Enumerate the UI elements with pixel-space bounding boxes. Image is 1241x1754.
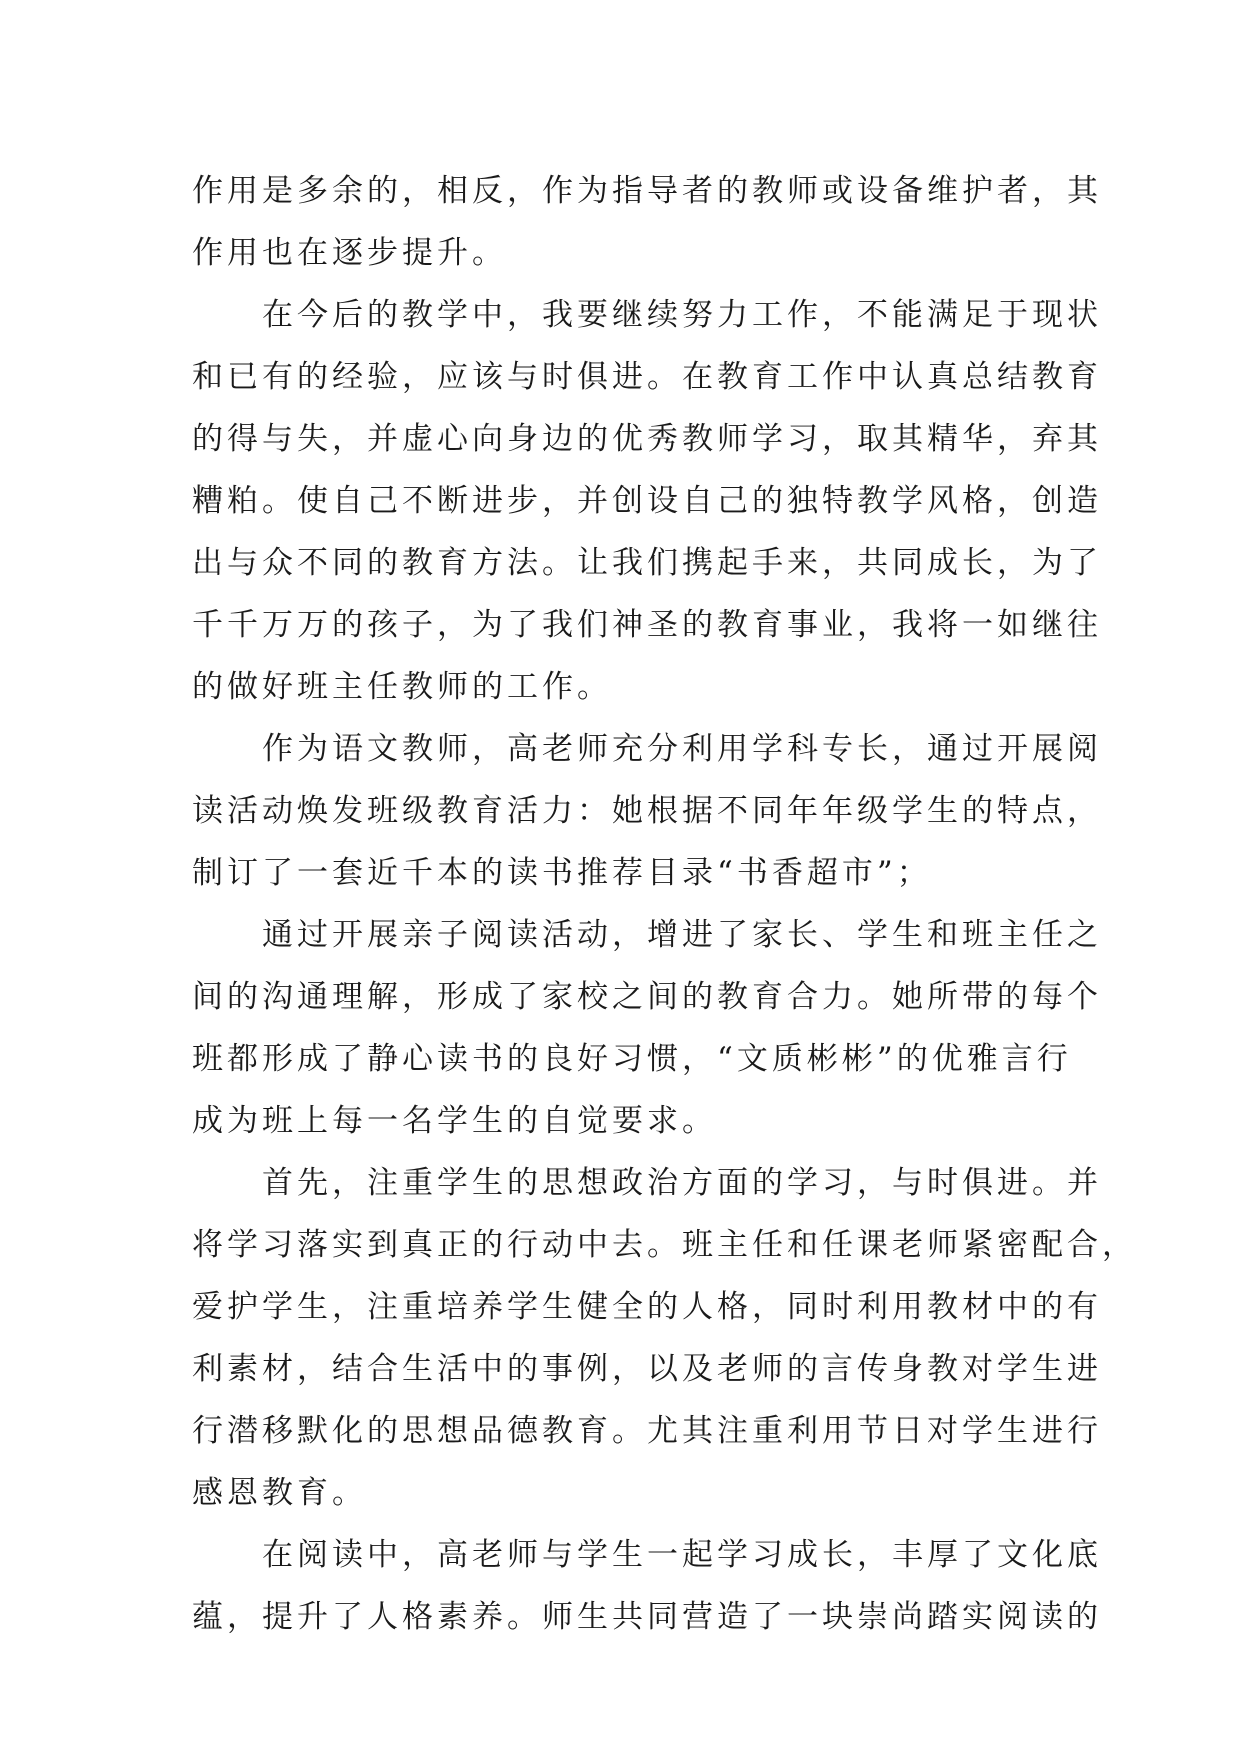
text-line: 感恩教育。 — [192, 1475, 367, 1511]
body-text — [192, 160, 1137, 1648]
text-line: 蕴，提升了人格素养。师生共同营造了一块崇尚踏实阅读的 — [192, 1599, 1102, 1635]
text-line: 制订了一套近千本的读书推荐目录“书香超市”； — [192, 855, 932, 891]
text-line: 作用也在逐步提升。 — [192, 235, 507, 271]
text-line: 作用是多余的，相反，作为指导者的教师或设备维护者，其 — [192, 173, 1102, 209]
text-line: 糟粕。使自己不断进步，并创设自己的独特教学风格，创造 — [192, 483, 1102, 519]
paragraph-start-line: 通过开展亲子阅读活动，增进了家长、学生和班主任之 — [262, 917, 1102, 953]
text-line: 行潜移默化的思想品德教育。尤其注重利用节日对学生进行 — [192, 1413, 1102, 1449]
paragraph-start-line: 首先，注重学生的思想政治方面的学习，与时俱进。并 — [262, 1165, 1102, 1201]
text-line: 出与众不同的教育方法。让我们携起手来，共同成长，为了 — [192, 545, 1102, 581]
paragraph-start-line: 在阅读中，高老师与学生一起学习成长，丰厚了文化底 — [262, 1537, 1102, 1573]
text-line: 成为班上每一名学生的自觉要求。 — [192, 1103, 717, 1139]
text-line: 的得与失，并虚心向身边的优秀教师学习，取其精华，弃其 — [192, 421, 1102, 457]
text-line: 间的沟通理解，形成了家校之间的教育合力。她所带的每个 — [192, 979, 1102, 1015]
text-line: 千千万万的孩子，为了我们神圣的教育事业，我将一如继往 — [192, 607, 1102, 643]
paragraph-start-line: 在今后的教学中，我要继续努力工作，不能满足于现状 — [262, 297, 1102, 333]
text-line: 爱护学生，注重培养学生健全的人格，同时利用教材中的有 — [192, 1289, 1102, 1325]
text-line: 的做好班主任教师的工作。 — [192, 669, 612, 705]
text-line: 和已有的经验，应该与时俱进。在教育工作中认真总结教育 — [192, 359, 1102, 395]
text-line: 利素材，结合生活中的事例，以及老师的言传身教对学生进 — [192, 1351, 1102, 1387]
text-line: 将学习落实到真正的行动中去。班主任和任课老师紧密配合， — [192, 1227, 1137, 1263]
text-line: 班都形成了静心读书的良好习惯，“文质彬彬”的优雅言行 — [192, 1041, 1072, 1077]
paragraph-start-line: 作为语文教师，高老师充分利用学科专长，通过开展阅 — [262, 731, 1102, 767]
text-line: 读活动焕发班级教育活力：她根据不同年年级学生的特点， — [192, 793, 1102, 829]
